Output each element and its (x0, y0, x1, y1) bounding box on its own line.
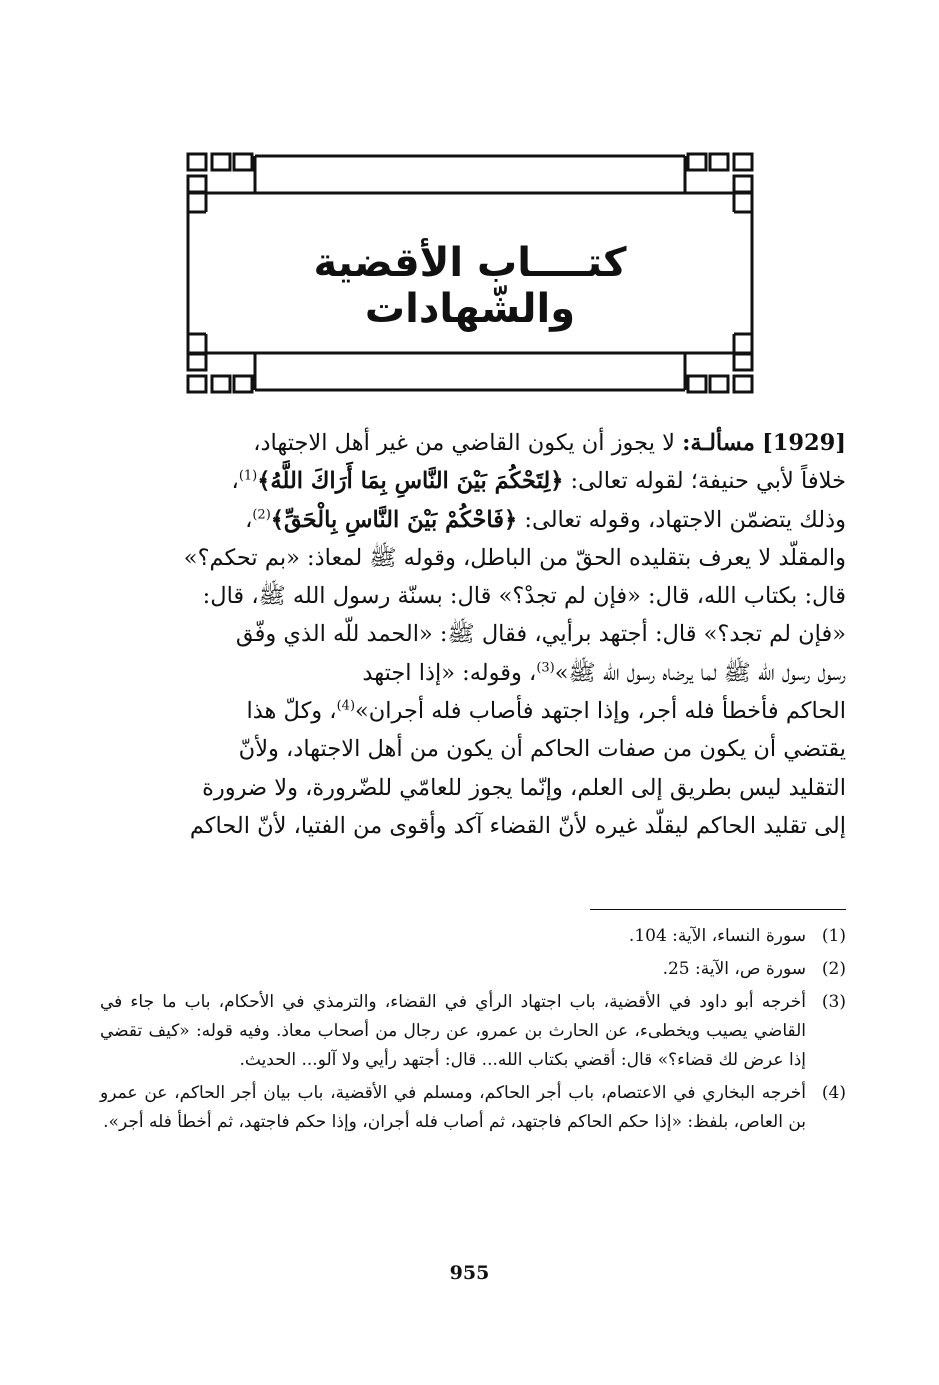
text-line (98, 807, 846, 845)
corner-knot-top-right (688, 154, 752, 212)
footnote-number: (3) (821, 992, 846, 1012)
footnote (100, 1079, 846, 1137)
text-span: الحاكم فأخطأ فله أجر، وإذا اجتهد فأصاب فله أجران» (355, 698, 846, 725)
text-span: ، (231, 468, 239, 495)
corner-knot-bottom-left (188, 334, 252, 392)
quran-verse: ﴿فَاحْكُمْ بَيْنَ النَّاسِ بِالْحَقِّ﴾ (270, 506, 518, 533)
text-span: يقتضي أن يكون من صفات الحاكم أن يكون من أهل الاجتهاد، ولأنّ (238, 736, 846, 763)
text-line (98, 615, 846, 653)
corner-knot-bottom-right (688, 334, 752, 392)
text-line (98, 692, 846, 730)
footnote-number: (4) (821, 1083, 846, 1103)
text-line (98, 501, 846, 539)
page-number: 955 (449, 1262, 490, 1284)
text-line (98, 539, 846, 577)
footnote-ref: (1) (238, 468, 258, 484)
text-span: ، وكلّ هذا (246, 698, 337, 725)
footnote-text: سورة النساء، الآية: 104. (628, 926, 806, 946)
article-heading: مسألـة: (682, 430, 755, 456)
quran-verse: ﴿لِتَحْكُمَ بَيْنَ النَّاسِ بِمَا أَرَاكَ اللَّهُ﴾ (257, 468, 564, 495)
footnote-text: أخرجه أبو داود في الأقضية، باب اجتهاد الرأي في القضاء، والترمذي في الأحكام، باب ما جاء في القاضي يصيب ويخطىء، عن الحارث بن عمرو، عن رجال من أصحاب معاذ. وفيه قوله: «كيف تقضي إذا عرض لك قضاء؟» قال: أقضي بكتاب الله... قال: أجتهد رأيي ولا آلو... الحديث. (100, 992, 806, 1070)
article-body (98, 424, 846, 845)
chapter-title: كتــــاب الأقضية والشّهادات (313, 240, 627, 332)
text-span: والمقلّد لا يعرف بتقليده الحقّ من الباطل، وقوله ﷺ لمعاذ: «بم تحكم؟» (183, 544, 846, 571)
text-span: «فإن لم تجد؟» قال: أجتهد برأيي، فقال ﷺ: «الحمد للّه الذي وفّق (235, 621, 846, 648)
footnote (100, 922, 846, 951)
text-span: وذلك يتضمّن الاجتهاد، وقوله تعالى: (517, 506, 846, 533)
text-line (98, 462, 846, 500)
footnote-number: (2) (821, 959, 846, 979)
footnote (100, 988, 846, 1075)
text-line (98, 769, 846, 807)
text-line (98, 730, 846, 768)
text-span: خلافاً لأبي حنيفة؛ لقوله تعالى: (563, 468, 846, 495)
footnote-text: سورة ص، الآية: 25. (662, 959, 806, 979)
corner-knot-top-left (188, 154, 252, 212)
text-span: قال: بكتاب الله، قال: «فإن لم تجدْ؟» قال: بسنّة رسول الله ﷺ، قال: (202, 583, 846, 610)
footnote-ref: (3) (536, 660, 555, 676)
article-number: [1929] (762, 430, 846, 456)
footnote-ref: (2) (252, 507, 271, 523)
footnote-separator (590, 909, 846, 910)
text-line (98, 424, 846, 462)
footnotes (100, 922, 846, 1141)
text-span: رسول رسول الله ﷺ لما يرضاه رسول الله ﷺ» (554, 659, 846, 686)
text-span: لا يجوز أن يكون القاضي من غير أهل الاجتهاد، (253, 430, 683, 456)
footnote-number: (1) (821, 926, 846, 946)
footnote-text: أخرجه البخاري في الاعتصام، باب أجر الحاكم، ومسلم في الأقضية، باب بيان أجر الحاكم، عن عمرو بن العاص، بلفظ: «إذا حكم الحاكم فاجتهد، ثم أصاب فله أجران، وإذا حكم فاجتهد، ثم أخطأ فله أجر». (100, 1083, 806, 1132)
text-span: التقليد ليس بطريق إلى العلم، وإنّما يجوز للعامّي للضّرورة، ولا ضرورة (202, 774, 846, 801)
text-span: إلى تقليد الحاكم ليقلّد غيره لأنّ القضاء آكد وأقوى من الفتيا، لأنّ الحاكم (189, 812, 846, 839)
footnote-ref: (4) (336, 698, 356, 714)
text-line (98, 577, 846, 615)
text-line (98, 654, 846, 692)
text-span: ، (245, 506, 253, 533)
footnote (100, 955, 846, 984)
text-span (755, 430, 762, 456)
text-span: ، وقوله: «إذا اجتهد (362, 659, 537, 686)
